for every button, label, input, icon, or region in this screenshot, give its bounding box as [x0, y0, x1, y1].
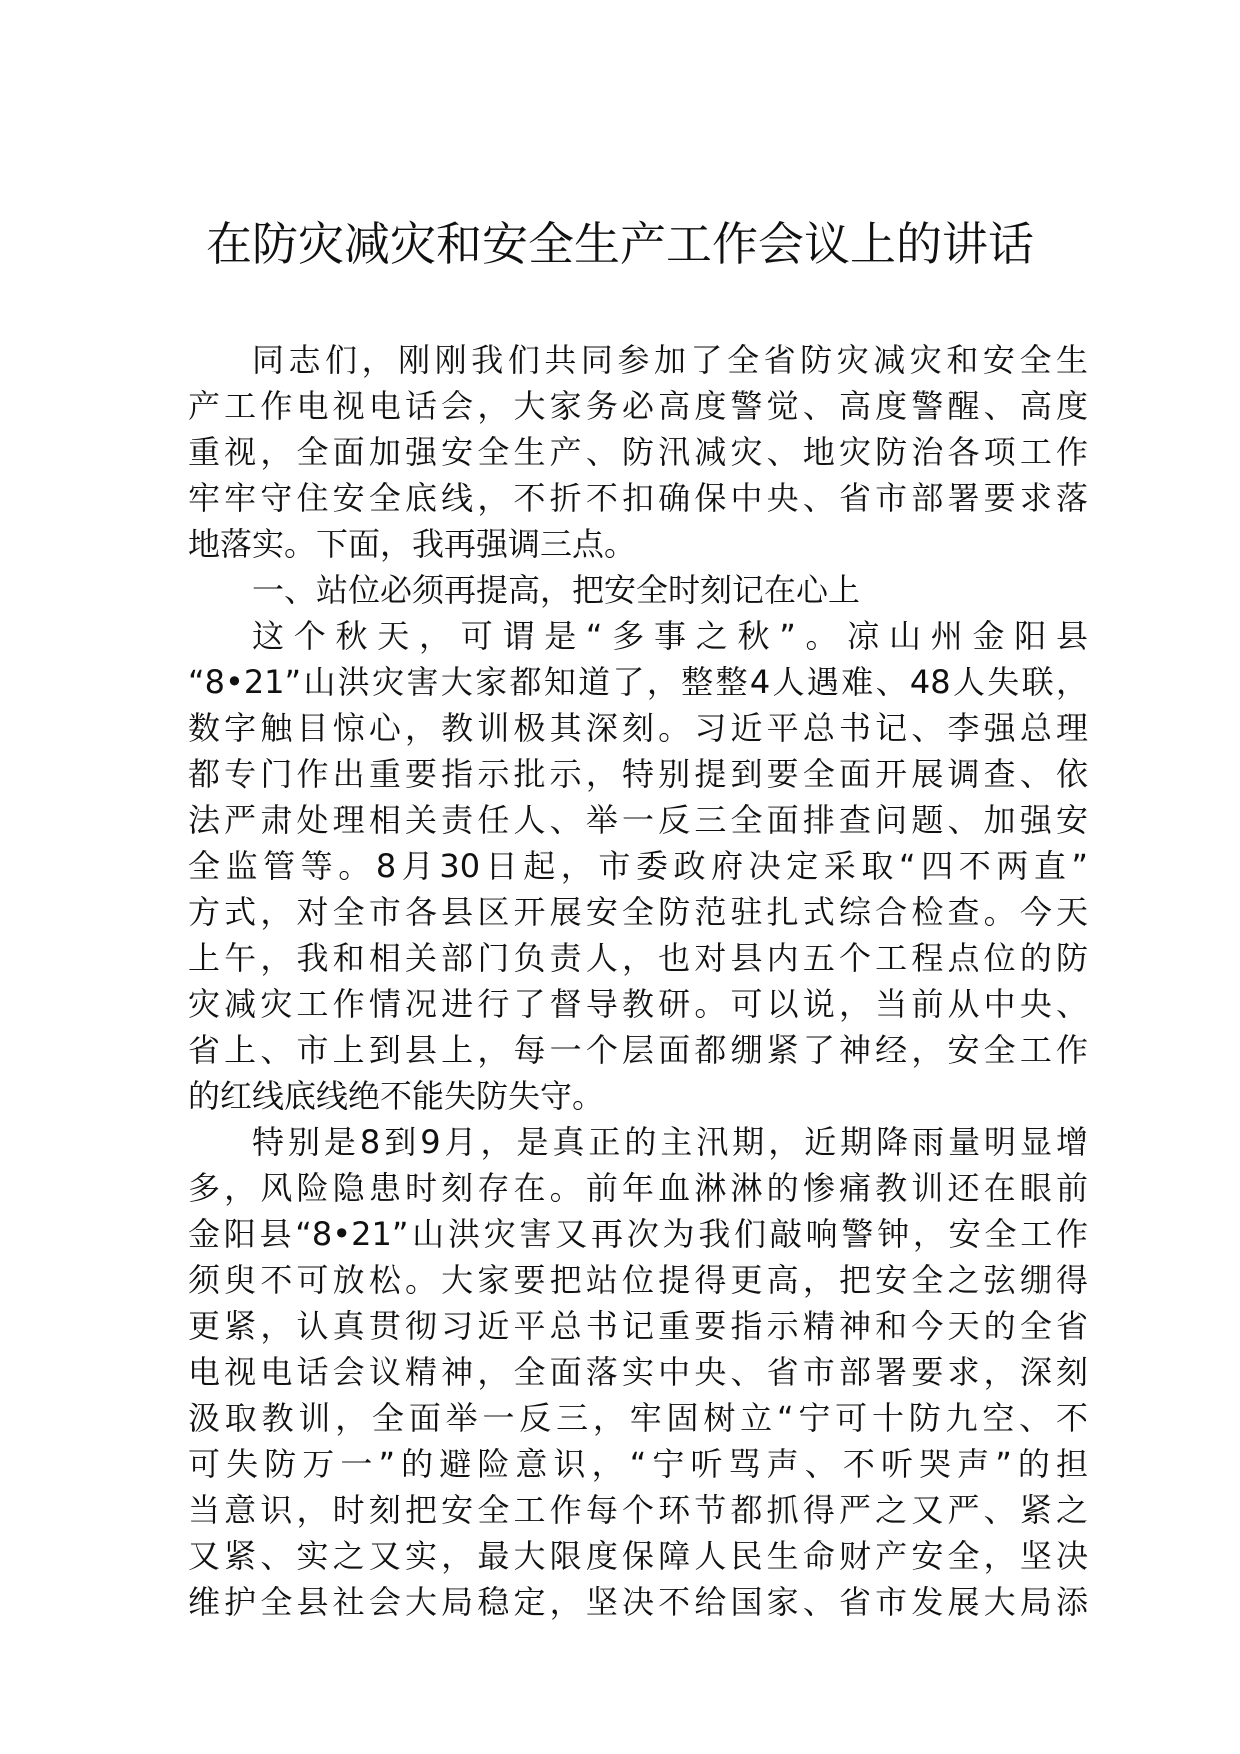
- paragraph-line: 地落实。下面，我再强调三点。: [188, 525, 637, 563]
- paragraph-line: 都专门作出重要指示批示，特别提到要全面开展调查、依: [188, 755, 1088, 793]
- paragraph-line: 灾减灾工作情况进行了督导教研。可以说，当前从中央、: [188, 985, 1088, 1023]
- paragraph-line: 金阳县“8•21”山洪灾害又再次为我们敲响警钟，安全工作: [188, 1215, 1088, 1253]
- paragraph-line: 的红线底线绝不能失防失守。: [188, 1077, 605, 1115]
- paragraph-line: 这个秋天，可谓是“多事之秋”。凉山州金阳县: [252, 617, 1088, 655]
- paragraph-line: 多，风险隐患时刻存在。前年血淋淋的惨痛教训还在眼前: [188, 1169, 1088, 1207]
- paragraph-line: 可失防万一”的避险意识，“宁听骂声、不听哭声”的担: [188, 1445, 1088, 1483]
- paragraph-line: 特别是8到9月，是真正的主汛期，近期降雨量明显增: [252, 1123, 1088, 1161]
- paragraph-line: “8•21”山洪灾害大家都知道了，整整4人遇难、48人失联，: [188, 663, 1088, 701]
- paragraph-line: 更紧，认真贯彻习近平总书记重要指示精神和今天的全省: [188, 1307, 1088, 1345]
- section-heading: 一、站位必须再提高，把安全时刻记在心上: [252, 571, 861, 609]
- paragraph-line: 上午，我和相关部门负责人，也对县内五个工程点位的防: [188, 939, 1088, 977]
- paragraph-line: 牢牢守住安全底线，不折不扣确保中央、省市部署要求落: [188, 479, 1088, 517]
- paragraph-line: 产工作电视电话会，大家务必高度警觉、高度警醒、高度: [188, 387, 1088, 425]
- document-title: 在防灾减灾和安全生产工作会议上的讲话: [206, 217, 1034, 271]
- document-body: [188, 337, 1088, 1625]
- paragraph-line: 法严肃处理相关责任人、举一反三全面排查问题、加强安: [188, 801, 1088, 839]
- paragraph-line: 数字触目惊心，教训极其深刻。习近平总书记、李强总理: [188, 709, 1088, 747]
- paragraph-line: 当意识，时刻把安全工作每个环节都抓得严之又严、紧之: [188, 1491, 1088, 1529]
- paragraph-line: 维护全县社会大局稳定，坚决不给国家、省市发展大局添: [188, 1583, 1088, 1621]
- paragraph-line: 全监管等。8月30日起，市委政府决定采取“四不两直”: [188, 847, 1088, 885]
- paragraph-line: 同志们，刚刚我们共同参加了全省防灾减灾和安全生: [252, 341, 1088, 379]
- paragraph-line: 省上、市上到县上，每一个层面都绷紧了神经，安全工作: [188, 1031, 1088, 1069]
- paragraph-line: 重视，全面加强安全生产、防汛减灾、地灾防治各项工作: [188, 433, 1088, 471]
- paragraph-line: 电视电话会议精神，全面落实中央、省市部署要求，深刻: [188, 1353, 1088, 1391]
- paragraph-line: 汲取教训，全面举一反三，牢固树立“宁可十防九空、不: [188, 1399, 1088, 1437]
- paragraph-line: 方式，对全市各县区开展安全防范驻扎式综合检查。今天: [188, 893, 1088, 931]
- paragraph-line: 须臾不可放松。大家要把站位提得更高，把安全之弦绷得: [188, 1261, 1088, 1299]
- paragraph-line: 又紧、实之又实，最大限度保障人民生命财产安全，坚决: [188, 1537, 1088, 1575]
